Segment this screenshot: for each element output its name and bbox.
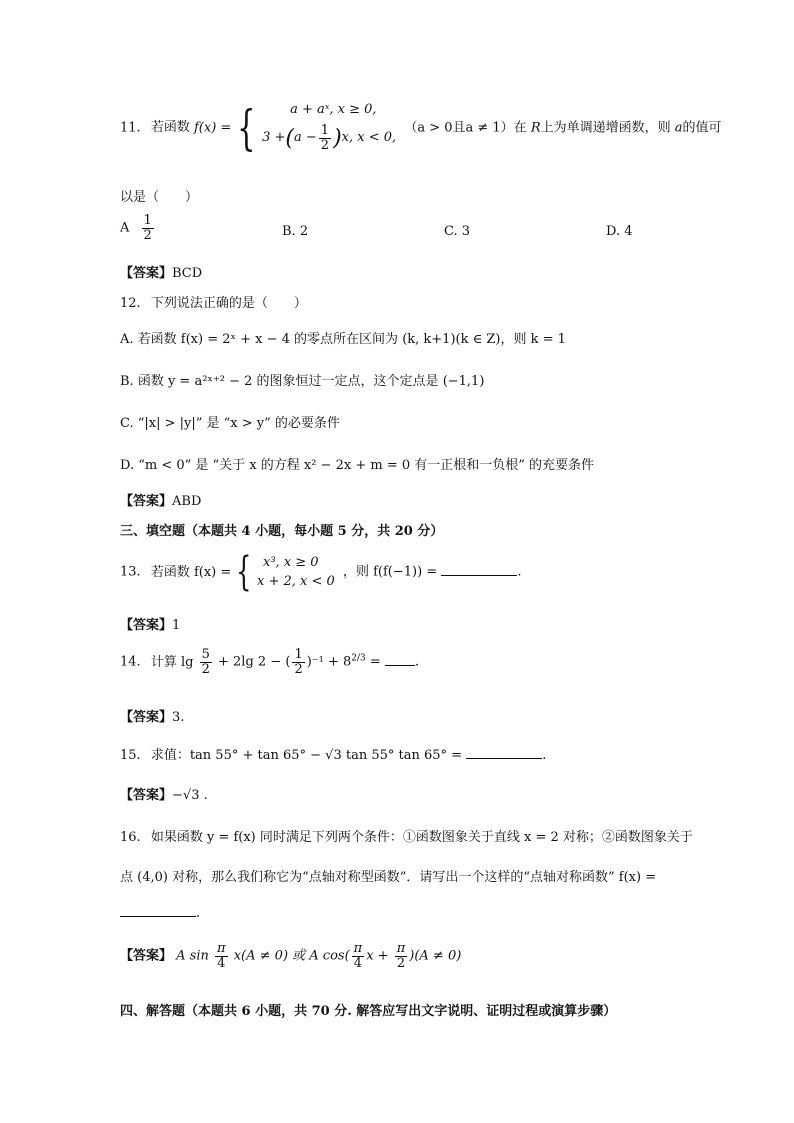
q11-stem-post: 上为单调递增函数，则	[540, 120, 671, 136]
section-4-heading: 四、解答题（本题共 6 小题，共 70 分. 解答应写出文字说明、证明过程或演算步骤）	[120, 1004, 617, 1019]
q11-option-b: B. 2	[282, 224, 309, 239]
q11-stem-end: 的值可	[682, 120, 722, 136]
q11-stem-pre: 若函数	[150, 120, 190, 136]
q11-case1: a + aˣ, x ≥ 0,	[290, 102, 377, 117]
q16-line2: 点 (4,0) 对称，那么我们称它为“点轴对称型函数”．请写出一个这样的“点轴对称函数” f(x) =	[120, 870, 657, 885]
q13-blank	[441, 561, 517, 576]
question-11: 11. 若函数 f(x) = { a + aˣ, x ≥ 0, 3 + ( a − $\frac{1}{2}$ ) x, x < 0, （a > 0且a ≠ 1）在 R上为单调递增函数，则 a的值可	[120, 99, 722, 156]
q12-option-c: C. “|x| > |y|” 是 “x > y” 的必要条件	[120, 416, 340, 431]
q13-answer: 【答案】1	[120, 618, 181, 633]
question-13: 13. 若函数 f(x) = { x³, x ≥ 0 x + 2, x < 0 ，则 f(f(−1)) = .	[120, 549, 522, 595]
q11-var-a: a	[674, 120, 683, 136]
q11-option-d: D. 4	[606, 224, 633, 239]
q12-option-b: B. 函数 y = a²ˣ⁺² − 2 的图象恒过一定点，这个定点是 (−1,1)	[120, 374, 485, 389]
q15-answer: 【答案】−√3 .	[120, 788, 208, 803]
q11-option-a: A $\frac{1}{2}$	[120, 213, 152, 243]
q11-answer: 【答案】BCD	[120, 266, 203, 281]
section-3-heading: 三、填空题（本题共 4 小题，每小题 5 分，共 20 分）	[120, 524, 444, 539]
question-15: 15. 求值：tan 55° + tan 65° − √3 tan 55° tan 65° = .	[120, 744, 734, 763]
q16-blank	[120, 902, 196, 917]
q11-cond: （a > 0且a ≠ 1）在	[404, 120, 527, 136]
question-12: 12. 下列说法正确的是（ ）	[120, 296, 307, 311]
question-14: 14. 计算 lg $\frac{5}{2}$ + 2lg 2 − ( $\frac{1}{2}$ )$^{-1} + 8^{2/3}$ = .	[120, 647, 420, 677]
q14-answer: 【答案】3.	[120, 710, 185, 725]
q16-answer: 【答案】 A sin $\frac{\pi}{4}$ x(A ≠ 0) 或 A cos( $\frac{\pi}{4}$ x + $\frac{\pi}{2}$ )(A ≠ 0)	[120, 941, 462, 971]
q11-set-r: R	[530, 120, 541, 136]
question-16: 16. 如果函数 y = f(x) 同时满足下列两个条件：①函数图象关于直线 x = 2 对称；②函数图象关于	[120, 830, 693, 845]
q11-option-c: C. 3	[444, 224, 471, 239]
q14-blank	[385, 651, 415, 666]
q11-case2-pre: 3 +	[262, 129, 286, 145]
q16-blank-line: .	[120, 902, 734, 921]
q11-case2-post: x, x < 0,	[341, 129, 397, 145]
q15-blank	[466, 744, 542, 759]
q13-cases: x³, x ≥ 0 x + 2, x < 0	[257, 554, 335, 589]
q11-half: $\frac{1}{2}$	[320, 123, 330, 153]
q13-brace: {	[236, 549, 252, 595]
q12-option-a: A. 若函数 f(x) = 2ˣ + x − 4 的零点所在区间为 (k, k+1)(k ∈ Z)，则 k = 1	[120, 332, 566, 347]
q11-brace: {	[237, 99, 256, 156]
q11-cases: a + aˣ, x ≥ 0, 3 + ( a − $\frac{1}{2}$ ) x, x < 0,	[262, 102, 397, 153]
q12-answer: 【答案】ABD	[120, 494, 202, 509]
q12-option-d: D. “m < 0” 是 “关于 x 的方程 x² − 2x + m = 0 有一正根和一负根” 的充要条件	[120, 458, 595, 473]
q11-line2: 以是（ ）	[120, 190, 199, 205]
q11-number: 11.	[120, 120, 141, 136]
